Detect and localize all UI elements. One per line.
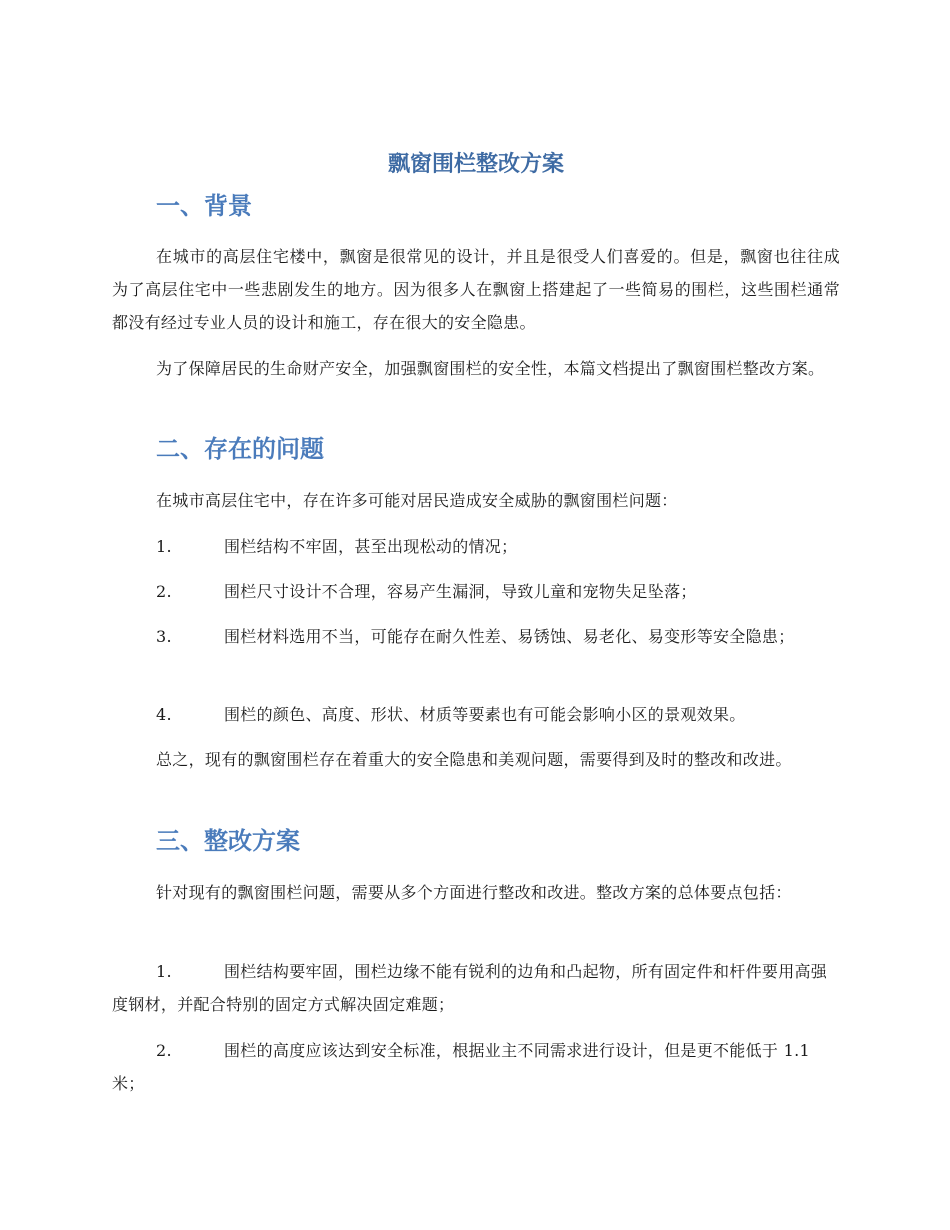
paragraph: 针对现有的飘窗围栏问题，需要从多个方面进行整改和改进。整改方案的总体要点包括： — [156, 883, 792, 902]
list-item-text: 围栏结构不牢固，甚至出现松动的情况； — [224, 537, 518, 556]
list-item-number: 3. — [156, 627, 172, 646]
section-heading-plan: 三、整改方案 — [156, 827, 300, 855]
list-item — [112, 1034, 840, 1100]
list-item-number: 1. — [156, 962, 172, 981]
list-item — [112, 575, 840, 608]
list-item — [112, 620, 840, 653]
list-item-number: 1. — [156, 537, 172, 556]
list-item — [112, 530, 840, 563]
list-item-number: 4. — [156, 705, 172, 724]
list-item — [112, 955, 840, 1021]
list-item — [112, 698, 840, 731]
list-item-text: 围栏结构要牢固，围栏边缘不能有锐利的边角和凸起物，所有固定件和杆件要用高强度钢材，并配合特别的固定方式解决固定难题； — [112, 962, 828, 1014]
list-item-text: 围栏的颜色、高度、形状、材质等要素也有可能会影响小区的景观效果。 — [224, 705, 746, 724]
paragraph: 在城市的高层住宅楼中，飘窗是很常见的设计，并且是很受人们喜爱的。但是，飘窗也往往成为了高层住宅中一些悲剧发生的地方。因为很多人在飘窗上搭建起了一些简易的围栏，这些围栏通常都没有经过专业人员的设计和施工，存在很大的安全隐患。 — [112, 247, 840, 332]
section-heading-background: 一、背景 — [156, 192, 252, 220]
document-title: 飘窗围栏整改方案 — [387, 152, 564, 177]
list-item-number: 2. — [156, 1041, 172, 1060]
list-item-text: 围栏材料选用不当，可能存在耐久性差、易锈蚀、易老化、易变形等安全隐患； — [224, 627, 795, 646]
paragraph: 总之，现有的飘窗围栏存在着重大的安全隐患和美观问题，需要得到及时的整改和改进。 — [156, 750, 792, 769]
list-item-text: 围栏的高度应该达到安全标准，根据业主不同需求进行设计，但是更不能低于 1.1 米； — [112, 1041, 810, 1093]
list-item-number: 2. — [156, 582, 172, 601]
paragraph: 在城市高层住宅中，存在许多可能对居民造成安全威胁的飘窗围栏问题： — [156, 491, 678, 510]
paragraph: 为了保障居民的生命财产安全，加强飘窗围栏的安全性，本篇文档提出了飘窗围栏整改方案。 — [156, 359, 825, 378]
section-heading-problems: 二、存在的问题 — [156, 435, 324, 463]
list-item-text: 围栏尺寸设计不合理，容易产生漏洞，导致儿童和宠物失足坠落； — [224, 582, 697, 601]
